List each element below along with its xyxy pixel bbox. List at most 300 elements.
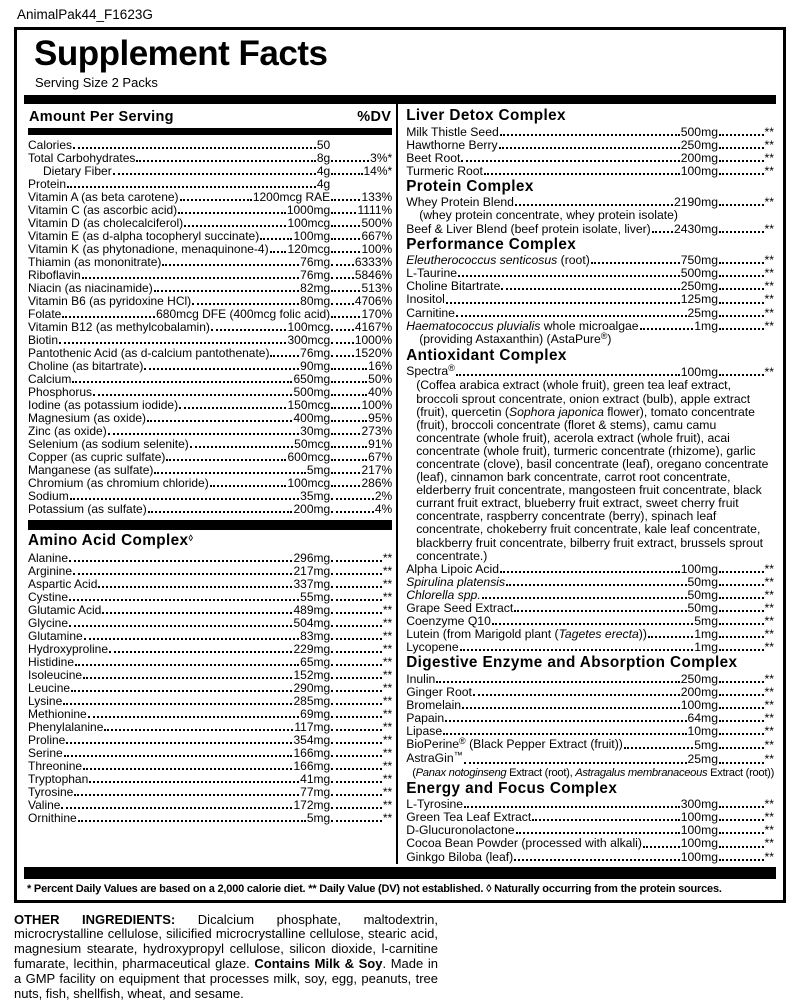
panel-title: Supplement Facts [34,34,328,73]
ingredient-name: Zinc (as oxide) [28,424,107,438]
ingredient-subline: (Coffea arabica extract (whole fruit), green tea leaf extract, broccoli sprout concentrate, onion extract (bulb), apple extract (fruit), quercetin (Sophora japonica flower), tomato concentrate (fruit), broccoli concentrate (floret & stems), camu camu concentrate (whole fruit), acerola extract (whole fruit), acai concentrate (whole fruit), turmeric concentrate (rhizome), garlic concentrate (clove), basil concentrate (leaf), oregano concentrate (leaf), cinnamon bark concentrate, carrot root concentrate, elderberry fruit concentrate, mangosteen fruit concentrate, black currant fruit extract, blueberry fruit extract, sweet cherry fruit concentrate, raspberry concentrate (berry), spinach leaf concentrate, chokeberry fruit concentrate, kale leaf concentrate, blackberry fruit concentrate, bilberry fruit extract, brussels sprout concentrate.) [416,378,769,563]
table-row [28,656,392,669]
table-row [28,708,392,721]
ingredient-amount: 250mg [680,279,718,294]
dv-zone [330,565,392,578]
dot-leader [331,277,354,279]
dot-leader [331,225,360,227]
ingredient-name: Calcium [28,372,72,386]
dot-leader [78,820,306,822]
ingredient-amount: 5mg [694,614,718,629]
dot-leader [331,599,382,601]
dot-leader [331,511,374,513]
dot-leader [331,420,367,422]
amino-divider-bar [28,520,392,530]
complex-section-header: Performance Complex [406,235,577,253]
ingredient-amount: 650mg [293,372,331,386]
dot-leader [104,729,293,731]
dot-leader [460,649,694,651]
ingredient-amount: 50mg [687,574,718,589]
ingredient-name: Tryptophan [28,771,89,786]
dot-leader [532,819,679,821]
ingredient-dv: ** [764,587,774,602]
table-row [406,641,774,654]
dot-leader [719,859,764,861]
ingredient-name: Arginine [28,563,73,578]
dot-leader [83,768,292,770]
ingredient-dv: 1000% [354,333,393,347]
ingredient-amount: 50 [316,138,331,152]
dot-leader [514,859,680,861]
ingredient-amount: 172mg [293,797,331,812]
ingredient-amount: 680mcg DFE (400mcg folic acid) [156,307,331,321]
table-row [406,223,774,236]
ingredient-dv: ** [764,292,774,307]
top-divider-bar [24,95,776,104]
ingredient-name: Valine [28,797,61,812]
ingredient-amount: 69mg [300,706,331,721]
dot-leader [464,762,687,764]
ingredient-amount: 217mg [293,563,331,578]
table-row [28,604,392,617]
table-row [406,165,774,178]
table-row [406,699,774,712]
dv-zone [718,563,774,576]
ingredient-amount: 1200mcg RAE [252,190,331,204]
ingredient-amount: 64mg [687,711,718,726]
ingredient-name: Histidine [28,654,75,669]
table-row [28,321,392,334]
table-row [28,786,392,799]
dot-leader [719,747,764,749]
ingredient-name: Hydroxyproline [28,641,109,656]
dv-zone [330,669,392,682]
dot-leader [719,288,764,290]
ingredient-amount: 200mg [293,502,331,516]
ingredient-dv: ** [764,614,774,629]
table-row [28,643,392,656]
ingredient-name: Serine [28,745,63,760]
dot-leader [719,681,764,683]
dot-leader [331,238,360,240]
table-row [28,812,392,825]
dot-leader [74,794,299,796]
dot-leader [210,485,287,487]
table-row [28,734,392,747]
ingredient-amount: 152mg [293,667,331,682]
ingredient-name: Papain [406,711,445,726]
ingredient-amount: 296mg [293,550,331,565]
ingredient-dv: 95% [368,411,393,425]
dot-leader [331,755,382,757]
ingredient-dv: ** [382,810,393,825]
ingredient-name: Lysine [28,693,63,708]
dot-leader [719,707,764,709]
dot-leader [331,651,382,653]
dot-leader [109,651,292,653]
table-row [28,503,392,516]
table-row [28,477,392,490]
header-divider-bar [28,128,392,135]
ingredient-name: Leucine [28,680,71,695]
ingredient-subline: (whey protein concentrate, whey protein isolate) [419,208,678,223]
dv-zone [718,307,774,320]
ingredient-dv: 500% [361,216,393,230]
dot-leader [260,238,292,240]
dv-zone [330,643,392,656]
dot-leader [331,498,374,500]
ingredient-dv: 40% [368,385,393,399]
dot-leader [71,690,292,692]
ingredient-dv: 14%* [363,164,393,178]
ingredient-name: Sodium [28,489,69,503]
dot-leader [643,846,680,848]
dot-leader [102,612,292,614]
ingredient-name: Glycine [28,615,69,630]
ingredient-amount: 65mg [300,654,331,669]
table-row [28,552,392,565]
dot-leader [719,623,764,625]
ingredient-dv: 2% [374,489,393,503]
ingredient-name: Vitamin C (as ascorbic acid) [28,203,178,217]
ingredient-name: Riboflavin [28,268,81,282]
dot-leader [190,446,293,448]
dot-leader [270,251,287,253]
table-row [28,695,392,708]
dv-zone [330,604,392,617]
ingredient-amount: 200mg [680,684,718,699]
ingredient-name: D-Glucuronolactone [406,823,515,838]
dot-leader [652,231,673,233]
ingredient-amount: 100mcg [287,216,331,230]
table-row [406,126,774,139]
table-row [28,360,392,373]
dv-zone [330,773,392,786]
ingredient-dv: ** [764,163,774,178]
dot-leader [67,186,316,188]
left-column [24,104,398,864]
dot-leader [331,212,356,214]
ingredient-dv: ** [382,680,393,695]
dot-leader [69,625,292,627]
dot-leader [331,303,354,305]
dv-zone [718,320,774,333]
dot-leader [719,694,764,696]
ingredient-amount: 250mg [680,671,718,686]
ingredient-amount: 1000mg [286,203,331,217]
ingredient-name: Isoleucine [28,667,83,682]
dv-zone [718,576,774,589]
complex-section-header: Digestive Enzyme and Absorption Complex [406,654,738,672]
dv-zone [718,725,774,738]
ingredient-amount: 337mg [293,576,331,591]
dv-zone [718,851,774,864]
ingredient-amount: 25mg [687,305,718,320]
ingredient-subline: (Panax notoginseng Extract (root), Astragalus membranaceous Extract (root)) [412,766,774,779]
ingredient-amount: 100mg [680,823,718,838]
dot-leader [473,694,680,696]
dv-zone [718,837,774,850]
ingredient-amount: 50mg [687,587,718,602]
dot-leader [89,781,299,783]
nutrient-table [28,139,392,516]
ingredient-name: Pantothenic Acid (as d-calcium pantothenate) [28,346,270,360]
dot-leader [719,374,764,376]
ingredient-dv: ** [382,758,393,773]
ingredient-dv: ** [382,576,393,591]
ingredient-amount: 4g [316,177,331,191]
ingredient-name: Ornithine [28,810,77,825]
ingredient-amount: 500mg [680,124,718,139]
dv-zone [330,708,392,721]
ingredient-amount: 2430mg [673,221,718,236]
amino-acid-complex-header: Amino Acid Complex◊ [28,532,194,549]
dot-leader [69,599,299,601]
ingredient-dv: ** [764,698,774,713]
ingredient-name: Green Tea Leaf Extract [406,810,532,825]
ingredient-name: Choline (as bitartrate) [28,359,144,373]
dot-leader [492,623,693,625]
dot-leader [331,664,382,666]
dv-zone [330,812,392,825]
dot-leader [331,329,354,331]
table-row [28,721,392,734]
dot-leader [719,819,764,821]
ingredient-dv: ** [382,732,393,747]
ingredient-dv: ** [764,601,774,615]
dot-leader [331,729,382,731]
ingredient-name: Niacin (as niacinamide) [28,281,153,295]
dot-leader [719,733,764,735]
ingredient-dv: ** [764,279,774,294]
dot-leader [456,374,680,376]
ingredient-dv: ** [382,589,393,604]
dot-leader [515,204,673,206]
dot-leader [211,329,287,331]
column-header-row [28,107,392,128]
dot-leader [719,173,764,175]
ingredient-amount: 500mg [293,385,331,399]
dot-leader [445,720,686,722]
dot-leader [73,573,292,575]
dot-leader [719,571,764,573]
dot-leader [719,204,764,206]
ingredient-name: Dietary Fiber [43,164,112,178]
dot-leader [331,794,382,796]
dot-leader [331,768,382,770]
table-row [406,365,774,379]
dot-leader [162,264,299,266]
ingredient-amount: 100mg [680,163,718,178]
dot-leader [719,720,764,722]
ingredient-dv: ** [764,640,774,655]
ingredient-name: Glutamine [28,628,83,643]
ingredient-dv: 4167% [354,320,393,334]
ingredient-name: L-Taurine [406,266,457,281]
ingredient-dv: 100% [361,242,393,256]
ingredient-dv: ** [382,654,393,669]
dot-leader [719,275,764,277]
table-row [406,851,774,864]
table-row [28,747,392,760]
ingredient-amount: 76mg [300,255,331,269]
ingredient-dv: ** [764,836,774,851]
dot-leader [75,664,299,666]
dot-leader [331,381,367,383]
ingredient-dv: ** [764,574,774,589]
dot-leader [331,251,360,253]
ingredient-amount: 100mcg [287,320,331,334]
dv-zone [330,786,392,799]
dv-zone [718,673,774,686]
ingredient-dv: ** [764,318,774,333]
ingredient-name: Threonine [28,758,83,773]
ingredient-name: Alpha Lipoic Acid [406,561,500,576]
table-row [28,165,392,178]
dv-zone [718,139,774,152]
ingredient-name: Ginkgo Biloba (leaf) [406,849,514,864]
ingredient-amount: 90mg [300,359,331,373]
dot-leader [331,485,360,487]
dot-leader [331,586,382,588]
dot-leader [331,407,360,409]
ingredient-dv: 1520% [354,346,393,360]
table-row [406,628,774,641]
dot-leader [98,586,292,588]
ingredient-name: Vitamin K (as phytonadione, menaquinone-4) [28,242,269,256]
dot-leader [331,612,382,614]
dot-leader [108,433,299,435]
dv-zone [330,682,392,695]
dot-leader [69,560,292,562]
ingredient-name: Eleutherococcus senticosus (root) [406,253,590,268]
dot-leader [59,342,286,344]
dot-leader [719,762,764,764]
ingredient-amount: 76mg [300,346,331,360]
ingredient-dv: ** [764,305,774,320]
ingredient-amount: 125mg [680,292,718,307]
ingredient-name: Vitamin B6 (as pyridoxine HCl) [28,294,192,308]
table-row [406,293,774,306]
ingredient-amount: 41mg [300,771,331,786]
ingredient-name: Ginger Root [406,684,472,699]
dv-zone [718,165,774,178]
ingredient-amount: 150mcg [287,398,331,412]
dot-leader [719,649,764,651]
dot-leader [331,368,367,370]
ingredient-name: Coenzyme Q10 [406,614,491,629]
dot-leader [166,459,286,461]
ingredient-name: Vitamin E (as d-alpha tocopheryl succinate) [28,229,260,243]
dot-leader [719,584,764,586]
ingredient-dv: ** [764,253,774,268]
ingredient-name: AstraGin™ [406,750,463,766]
ingredient-dv: ** [764,137,774,152]
ingredient-name: Alanine [28,550,69,565]
dot-leader [640,328,694,330]
dot-leader [70,498,299,500]
ingredient-name: Folate [28,307,62,321]
ingredient-amount: 50mcg [294,437,331,451]
table-row [406,752,774,766]
dot-leader [648,636,693,638]
ingredient-dv: ** [382,745,393,760]
ingredient-name: Beet Root [406,150,461,165]
ingredient-amount: 400mg [293,411,331,425]
ingredient-amount: 750mg [680,253,718,268]
ingredient-dv: ** [764,797,774,812]
ingredient-name: Turmeric Root [406,163,483,178]
ingredient-name: Vitamin B12 (as methylcobalamin) [28,320,210,334]
dv-zone [718,641,774,654]
dot-leader [63,703,292,705]
ingredient-amount: 25mg [687,752,718,767]
ingredient-amount: 50mg [687,601,718,615]
table-row [28,591,392,604]
ingredient-amount: 290mg [293,680,331,695]
dv-zone [330,503,392,516]
ingredient-amount: 117mg [294,719,331,734]
dot-leader [64,755,293,757]
dot-leader [93,394,292,396]
ingredient-dv: ** [764,150,774,165]
dot-leader [482,597,687,599]
ingredient-dv: 3%* [370,151,393,165]
ingredient-dv: ** [382,615,393,630]
dot-leader [719,315,764,317]
ingredient-name: Spirulina platensis [406,574,506,589]
ingredient-dv: 1111% [357,203,393,217]
dv-zone [330,552,392,565]
ingredient-name: Iodine (as potassium iodide) [28,398,179,412]
complex-section-header: Energy and Focus Complex [406,779,618,797]
ingredient-dv: ** [764,738,774,753]
ingredient-name: Cystine [28,589,69,604]
ingredient-amount: 250mg [680,137,718,152]
ingredient-name: Magnesium (as oxide) [28,411,147,425]
dot-leader [624,747,693,749]
dot-leader [719,231,764,233]
dot-leader [331,472,360,474]
ingredient-dv: 170% [361,307,393,321]
ingredient-name: Copper (as cupric sulfate) [28,450,166,464]
ingredient-amount: 166mg [293,745,331,760]
dv-zone [718,739,774,752]
ingredient-name: Inositol [406,292,445,307]
supplement-facts-panel [14,27,786,903]
dot-leader [331,355,354,357]
dv-zone [718,223,774,236]
dot-leader [180,199,252,201]
dot-leader [331,625,382,627]
ingredient-amount: 100mcg [287,476,331,490]
dv-zone [330,799,392,812]
ingredient-name: Lipase [406,724,443,739]
ingredient-dv: ** [764,823,774,838]
dot-leader [331,742,382,744]
ingredient-name: Chromium (as chromium chloride) [28,476,209,490]
dot-leader [331,690,382,692]
ingredient-dv: ** [382,628,393,643]
dot-leader [719,846,764,848]
ingredient-dv: ** [382,550,393,565]
ingredient-name: BioPerine® (Black Pepper Extract (fruit)) [406,736,623,752]
ingredient-name: Grape Seed Extract [406,601,514,615]
dot-leader [83,677,292,679]
ingredient-amount: 83mg [300,628,331,643]
dot-leader [331,446,367,448]
dv-zone [718,753,774,766]
